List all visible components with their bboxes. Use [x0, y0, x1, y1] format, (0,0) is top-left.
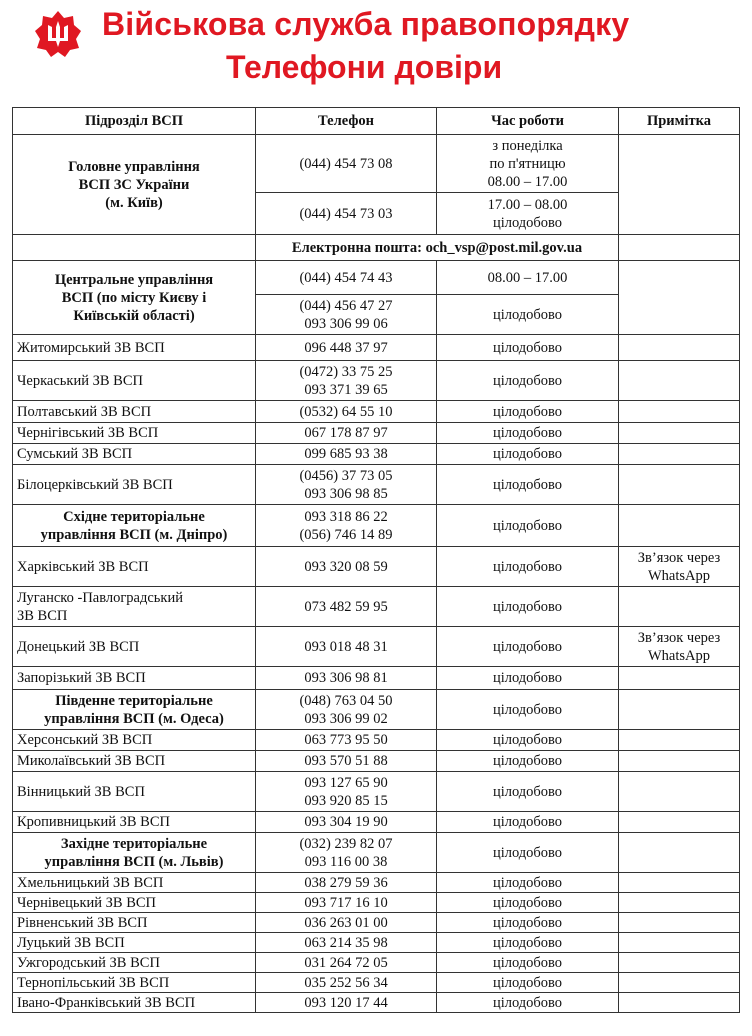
col-header-hours: Час роботи	[437, 108, 619, 135]
hours-value: цілодобово	[492, 954, 563, 971]
phone-number[interactable]: 093 371 39 65	[304, 381, 388, 398]
phone-cell	[256, 812, 437, 833]
table-row	[13, 751, 740, 772]
unit-cell	[13, 993, 256, 1013]
phone-cell	[256, 401, 437, 423]
table-header-row	[13, 108, 740, 135]
unit-line: Вінницький ЗВ ВСП	[17, 783, 145, 800]
unit-cell	[13, 627, 256, 667]
unit-cell	[13, 135, 256, 235]
table-row	[13, 993, 740, 1013]
phone-number[interactable]: (0472) 33 75 25	[299, 363, 393, 380]
note-line: WhatsApp	[647, 647, 710, 664]
phone-number[interactable]: 031 264 72 05	[304, 954, 388, 971]
phone-number[interactable]: (044) 454 73 03	[299, 205, 393, 222]
phone-cell	[256, 423, 437, 444]
table-row	[13, 873, 740, 893]
unit-cell	[13, 812, 256, 833]
phone-cell	[256, 361, 437, 401]
phone-number[interactable]: 093 570 51 88	[304, 753, 388, 769]
unit-line: Рівненський ЗВ ВСП	[17, 914, 148, 931]
note-cell	[619, 873, 740, 893]
note-cell	[619, 772, 740, 812]
hours-value: цілодобово	[492, 974, 563, 991]
note-cell	[619, 135, 740, 235]
unit-line: Хмельницький ЗВ ВСП	[17, 874, 164, 891]
hours-cell	[437, 973, 619, 993]
phone-number[interactable]: 093 717 16 10	[304, 894, 388, 911]
hours-cell	[437, 933, 619, 953]
hours-value: цілодобово	[492, 994, 563, 1011]
table-row	[13, 235, 740, 261]
phone-number[interactable]: 093 920 85 15	[304, 792, 388, 809]
unit-cell	[13, 690, 256, 730]
table-row	[13, 547, 740, 587]
table-row	[13, 361, 740, 401]
unit-cell	[13, 505, 256, 547]
unit-cell	[13, 667, 256, 690]
note-cell	[619, 667, 740, 690]
phone-number[interactable]: 093 120 17 44	[304, 994, 388, 1011]
unit-line: Житомирський ЗВ ВСП	[17, 339, 165, 356]
phone-cell	[256, 627, 437, 667]
unit-line: Луганско -Павлоградський	[17, 589, 183, 606]
unit-cell	[13, 401, 256, 423]
note-cell	[619, 812, 740, 833]
phone-cell	[256, 193, 437, 235]
phone-cell	[256, 261, 437, 295]
unit-line: Кропивницький ЗВ ВСП	[17, 814, 170, 830]
unit-cell	[13, 973, 256, 993]
table-row	[13, 812, 740, 833]
table-row	[13, 627, 740, 667]
note-cell	[619, 973, 740, 993]
phone-number[interactable]: 093 127 65 90	[304, 774, 388, 791]
table-row	[13, 690, 740, 730]
phone-cell	[256, 730, 437, 751]
unit-line: ВСП ЗС України	[78, 176, 190, 193]
phone-number[interactable]: (0456) 37 73 05	[299, 467, 393, 484]
note-cell	[619, 587, 740, 627]
col-header-unit: Підрозділ ВСП	[13, 108, 256, 135]
unit-cell	[13, 423, 256, 444]
phone-number[interactable]: 093 318 86 22	[304, 508, 388, 525]
hours-cell	[437, 953, 619, 973]
hours-cell	[437, 993, 619, 1013]
hours-cell	[437, 444, 619, 465]
hours-cell	[437, 361, 619, 401]
phone-cell	[256, 873, 437, 893]
phone-number[interactable]: 093 320 08 59	[304, 558, 388, 575]
table-row	[13, 913, 740, 933]
phone-cell	[256, 953, 437, 973]
unit-cell	[13, 465, 256, 505]
hours-cell	[437, 261, 619, 295]
unit-line: Чернівецький ЗВ ВСП	[17, 894, 157, 911]
table-row	[13, 667, 740, 690]
page-header	[0, 0, 752, 100]
note-cell	[619, 401, 740, 423]
hours-cell	[437, 627, 619, 667]
hours-cell	[437, 295, 619, 335]
note-line: Зв’язок через	[637, 549, 721, 566]
unit-line: Тернопільський ЗВ ВСП	[17, 974, 170, 991]
phone-cell	[256, 295, 437, 335]
unit-line: Донецький ЗВ ВСП	[17, 638, 140, 655]
note-cell	[619, 993, 740, 1013]
hours-value: цілодобово	[492, 934, 563, 951]
hours-cell	[437, 913, 619, 933]
table-row	[13, 772, 740, 812]
hours-value: цілодобово	[492, 894, 563, 911]
phone-number[interactable]: 093 116 00 38	[304, 853, 388, 870]
table-row	[13, 893, 740, 913]
col-header-phone: Телефон	[256, 108, 437, 135]
phone-number[interactable]: (048) 763 04 50	[299, 692, 393, 709]
unit-cell	[13, 235, 256, 261]
hours-line: 08.00 – 17.00	[487, 173, 568, 190]
note-cell	[619, 361, 740, 401]
phone-number[interactable]: 093 306 98 81	[304, 670, 388, 686]
hours-value: цілодобово	[492, 701, 563, 718]
hours-value: цілодобово	[492, 339, 563, 356]
phone-number[interactable]: (044) 454 74 43	[299, 269, 393, 286]
unit-cell	[13, 730, 256, 751]
table-row	[13, 335, 740, 361]
unit-cell	[13, 772, 256, 812]
unit-line: Івано-Франківський ЗВ ВСП	[17, 994, 196, 1011]
unit-cell	[13, 893, 256, 913]
unit-cell	[13, 261, 256, 335]
unit-cell	[13, 587, 256, 627]
hours-cell	[437, 335, 619, 361]
hours-cell	[437, 587, 619, 627]
unit-line: Чернігівський ЗВ ВСП	[17, 425, 159, 441]
unit-line: Херсонський ЗВ ВСП	[17, 732, 153, 748]
hours-value: цілодобово	[492, 914, 563, 931]
phone-number[interactable]: 096 448 37 97	[304, 339, 388, 356]
hours-cell	[437, 833, 619, 873]
unit-line: Черкаський ЗВ ВСП	[17, 372, 143, 389]
note-cell	[619, 423, 740, 444]
email-link[interactable]: Електронна пошта: och_vsp@post.mil.gov.ua	[291, 239, 583, 256]
hours-value: цілодобово	[492, 446, 563, 462]
hours-value: цілодобово	[492, 476, 563, 493]
unit-line: Харківський ЗВ ВСП	[17, 558, 149, 575]
hours-cell	[437, 505, 619, 547]
unit-line: Південне територіальне	[55, 692, 213, 709]
hours-value: цілодобово	[492, 844, 563, 861]
unit-line: Київській області)	[73, 307, 195, 324]
table-row	[13, 587, 740, 627]
hours-value: цілодобово	[492, 372, 563, 389]
phone-number[interactable]: 067 178 87 97	[304, 425, 388, 441]
hours-cell	[437, 812, 619, 833]
phone-number[interactable]: 035 252 56 34	[304, 974, 388, 991]
unit-line: Східне територіальне	[63, 508, 205, 525]
phone-cell	[256, 667, 437, 690]
trident-emblem-icon	[34, 10, 82, 58]
unit-line: управління ВСП (м. Одеса)	[44, 710, 224, 727]
hours-value: цілодобово	[492, 306, 563, 323]
phone-cell	[256, 135, 437, 193]
note-cell	[619, 465, 740, 505]
unit-cell	[13, 833, 256, 873]
table-row	[13, 933, 740, 953]
hours-cell	[437, 465, 619, 505]
hours-value: цілодобово	[492, 783, 563, 800]
note-cell	[619, 261, 740, 335]
note-line: Зв’язок через	[637, 629, 721, 646]
phone-number[interactable]: (056) 746 14 89	[299, 526, 393, 543]
hours-cell	[437, 193, 619, 235]
hours-line: 17.00 – 08.00	[487, 196, 568, 213]
phone-number[interactable]: (032) 239 82 07	[299, 835, 393, 852]
phone-number[interactable]: 038 279 59 36	[304, 874, 388, 891]
unit-cell	[13, 361, 256, 401]
table-row	[13, 135, 740, 193]
phone-cell	[256, 690, 437, 730]
table-row	[13, 833, 740, 873]
unit-line: управління ВСП (м. Дніпро)	[40, 526, 228, 543]
hours-cell	[437, 423, 619, 444]
email-cell	[256, 235, 619, 261]
phone-cell	[256, 913, 437, 933]
unit-line: Луцький ЗВ ВСП	[17, 934, 125, 951]
phone-number[interactable]: 093 306 98 85	[304, 485, 388, 502]
unit-line: Головне управління	[68, 158, 200, 175]
note-cell	[619, 335, 740, 361]
note-cell	[619, 933, 740, 953]
hours-value: цілодобово	[492, 814, 563, 830]
unit-cell	[13, 751, 256, 772]
unit-line: Білоцерківський ЗВ ВСП	[17, 476, 173, 493]
hours-line: по п'ятницю	[489, 155, 566, 172]
note-cell	[619, 730, 740, 751]
hours-cell	[437, 893, 619, 913]
phone-number[interactable]: 093 306 99 06	[304, 315, 388, 332]
unit-cell	[13, 547, 256, 587]
table-row	[13, 444, 740, 465]
hours-cell	[437, 772, 619, 812]
note-cell	[619, 235, 740, 261]
hours-cell	[437, 690, 619, 730]
unit-cell	[13, 444, 256, 465]
unit-cell	[13, 933, 256, 953]
page-title: Військова служба правопорядку	[102, 6, 630, 42]
hotline-table	[12, 107, 740, 1013]
unit-line: Сумський ЗВ ВСП	[17, 446, 133, 462]
unit-line: управління ВСП (м. Львів)	[44, 853, 224, 870]
phone-cell	[256, 465, 437, 505]
phone-cell	[256, 547, 437, 587]
table-row	[13, 730, 740, 751]
unit-cell	[13, 335, 256, 361]
unit-line: Західне територіальне	[60, 835, 208, 852]
unit-line: (м. Київ)	[105, 194, 163, 211]
page-subtitle: Телефони довіри	[226, 49, 503, 85]
hours-cell	[437, 730, 619, 751]
hours-line: з понеділка	[492, 137, 563, 154]
phone-cell	[256, 933, 437, 953]
unit-cell	[13, 953, 256, 973]
hours-value: цілодобово	[492, 732, 563, 748]
hours-value: цілодобово	[492, 425, 563, 441]
hours-cell	[437, 873, 619, 893]
unit-line: ЗВ ВСП	[17, 607, 68, 624]
unit-line: Центральне управління	[54, 271, 214, 288]
hours-value: цілодобово	[492, 638, 563, 655]
note-cell	[619, 913, 740, 933]
hours-value: цілодобово	[492, 874, 563, 891]
unit-line: Миколаївський ЗВ ВСП	[17, 753, 166, 769]
note-cell	[619, 627, 740, 667]
hours-value: цілодобово	[492, 517, 563, 534]
table-row	[13, 423, 740, 444]
table-row	[13, 261, 740, 295]
note-line: WhatsApp	[647, 567, 710, 584]
hours-cell	[437, 547, 619, 587]
unit-line: Полтавський ЗВ ВСП	[17, 403, 152, 420]
hours-value: цілодобово	[492, 403, 563, 420]
hours-cell	[437, 401, 619, 423]
unit-line: ВСП (по місту Києву і	[61, 289, 207, 306]
hours-value: 08.00 – 17.00	[487, 269, 568, 286]
hours-value: цілодобово	[492, 558, 563, 575]
phone-number[interactable]: 063 773 95 50	[304, 732, 388, 748]
hours-cell	[437, 135, 619, 193]
hours-line: цілодобово	[492, 214, 563, 231]
phone-number[interactable]: 063 214 35 98	[304, 934, 388, 951]
note-cell	[619, 505, 740, 547]
col-header-note: Примітка	[619, 108, 740, 135]
phone-number[interactable]: (044) 456 47 27	[299, 297, 393, 314]
phone-number[interactable]: (0532) 64 55 10	[299, 403, 393, 420]
hours-value: цілодобово	[492, 753, 563, 769]
phone-number[interactable]: 073 482 59 95	[304, 598, 388, 615]
note-cell	[619, 833, 740, 873]
table-row	[13, 505, 740, 547]
unit-line: Ужгородський ЗВ ВСП	[17, 954, 160, 971]
unit-line: Запорізький ЗВ ВСП	[17, 670, 146, 686]
phone-number[interactable]: 036 263 01 00	[304, 914, 388, 931]
table-row	[13, 465, 740, 505]
phone-cell	[256, 751, 437, 772]
phone-number[interactable]: 099 685 93 38	[304, 446, 388, 462]
phone-cell	[256, 444, 437, 465]
note-cell	[619, 690, 740, 730]
phone-cell	[256, 993, 437, 1013]
note-cell	[619, 953, 740, 973]
unit-cell	[13, 873, 256, 893]
hours-cell	[437, 667, 619, 690]
note-cell	[619, 547, 740, 587]
note-cell	[619, 751, 740, 772]
phone-number[interactable]: 093 018 48 31	[304, 638, 388, 655]
table-row	[13, 401, 740, 423]
phone-cell	[256, 772, 437, 812]
hours-value: цілодобово	[492, 670, 563, 686]
phone-cell	[256, 505, 437, 547]
phone-cell	[256, 335, 437, 361]
table-row	[13, 973, 740, 993]
phone-cell	[256, 893, 437, 913]
phone-number[interactable]: (044) 454 73 08	[299, 155, 393, 172]
table-row	[13, 953, 740, 973]
unit-cell	[13, 913, 256, 933]
note-cell	[619, 893, 740, 913]
hours-cell	[437, 751, 619, 772]
phone-number[interactable]: 093 306 99 02	[304, 710, 388, 727]
phone-cell	[256, 587, 437, 627]
phone-cell	[256, 833, 437, 873]
phone-cell	[256, 973, 437, 993]
phone-number[interactable]: 093 304 19 90	[304, 814, 388, 830]
note-cell	[619, 444, 740, 465]
hours-value: цілодобово	[492, 598, 563, 615]
